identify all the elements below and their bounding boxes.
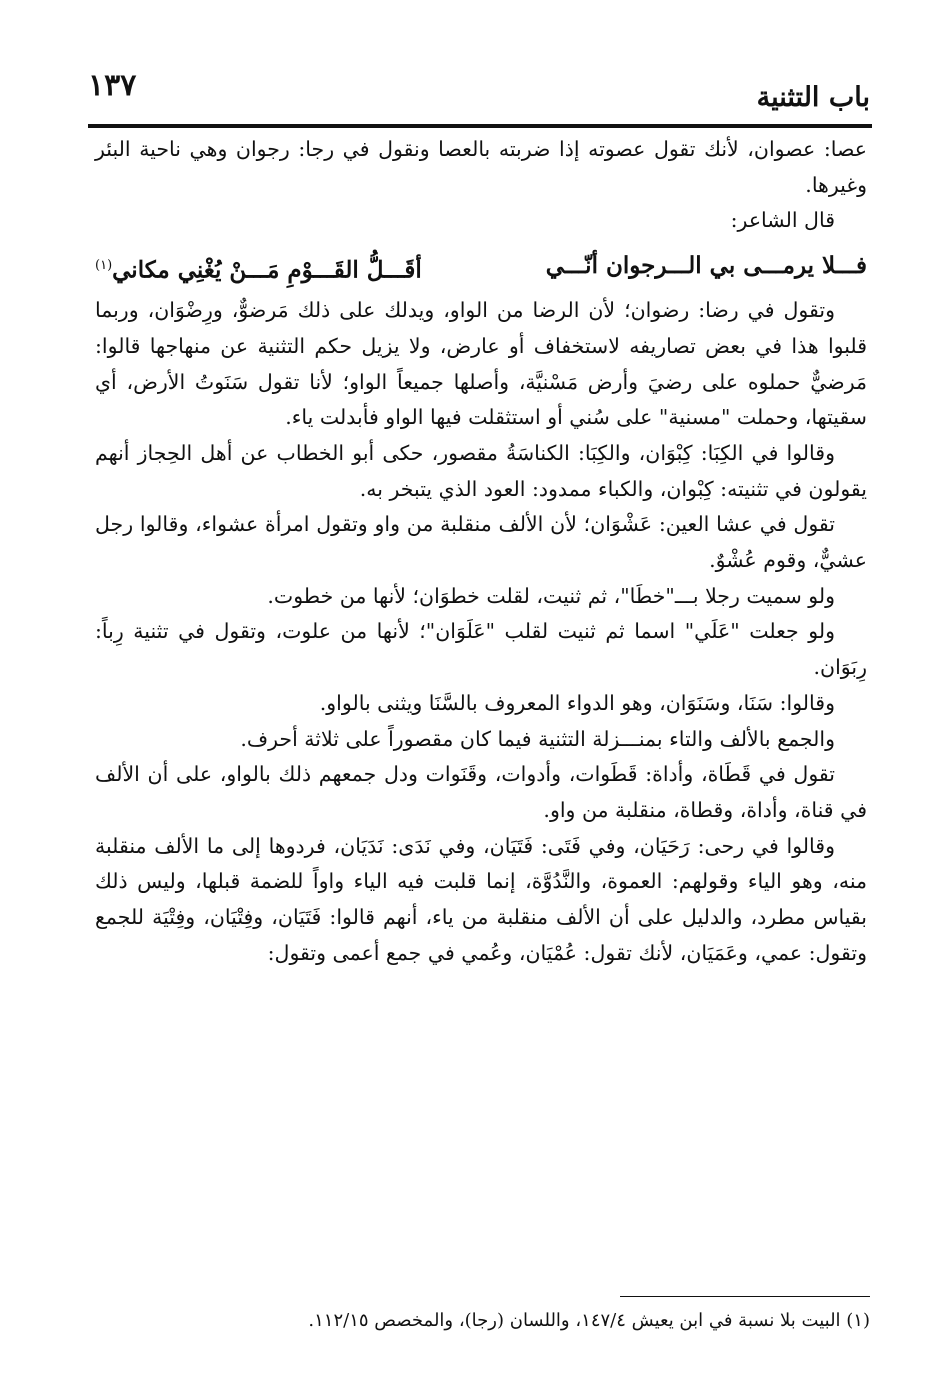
- footnote: (١) البيت بلا نسبة في ابن يعيش ١٤٧/٤، واللسان (رجا)، والمخصص ١١٢/١٥.: [308, 1310, 870, 1331]
- verse-second-hemistich-text: أقَـــلُّ القَـــوْمِ مَـــنْ يُغْنِي مكاني: [112, 256, 422, 284]
- paragraph: تقول في قَطَاة، وأداة: قَطَوات، وأدوات، وقَنَوات ودل جمعهم ذلك بالواو، على أن الألف في قناة، وأداة، وقطاة، منقلبة من واو.: [95, 762, 867, 822]
- footnote-rule: [620, 1296, 870, 1297]
- paragraph: وقالوا: سَنَا، وسَنَوَان، وهو الدواء المعروف بالسَّنَا ويثنى بالواو.: [319, 690, 835, 715]
- body-text: [95, 132, 867, 971]
- footnote-mark: (١): [95, 258, 113, 274]
- paragraph: وقالوا في الكِبَا: كِبْوَان، والكِبَا: الكناسَةُ مقصور، حكى أبو الخطاب عن أهل الحِجاز أنهم يقولون في تثنيته: كِبْوان، والكباء ممدود: العود الذي يتبخر به.: [95, 440, 867, 501]
- paragraph: تقول في عشا العين: عَشْوَان؛ لأن الألف منقلبة من واو وتقول امرأة عشواء، وقالوا رجل عشيٌّ، وقوم عُشْوٌ.: [95, 512, 867, 573]
- paragraph: قال الشاعر:: [730, 208, 835, 233]
- verse-first-hemistich: فـــلا يرمـــى بي الـــرجوان أنّـــي: [545, 252, 867, 280]
- paragraph: عصا: عصوان، لأنك تقول عصوته إذا ضربته بالعصا ونقول في رجا: رجوان وهي ناحية البئر وغيرها.: [95, 137, 867, 197]
- paragraph: ولو جعلت "عَلَي" اسما ثم ثنيت لقلب "عَلَوَان"؛ لأنها من علوت، وتقول في تثنية رِباً: رِبَوَان.: [95, 619, 867, 680]
- paragraph: والجمع بالألف والتاء بمنـــزلة التثنية فيما كان مقصوراً على ثلاثة أحرف.: [240, 726, 835, 751]
- verse-second-hemistich: [95, 243, 422, 289]
- header-rule: [88, 124, 872, 128]
- running-title: باب التثنية: [756, 82, 870, 113]
- page-header: [88, 64, 870, 126]
- paragraph: ولو سميت رجلا بـــ"خطَا"، ثم ثنيت، لقلت خطوَان؛ لأنها من خطوت.: [267, 583, 835, 608]
- paragraph: وقالوا في رحى: رَحَيَان، وفي فَتَى: فَتَيَان، وفي نَدَى: نَدَيَان، فردوها إلى ما الألف منقلبة منه، وهو الياء وقولهم: العموة، والنَّدُوَّة، إنما قلبت فيه الياء واواً للضمة قبلها، وليس ذلك بقياس مطرد، والدليل على أن الألف منقلبة من ياء، أنهم قالوا: فَتَيَان، وفِتْيَان، وفِتْيَة للجمع وتقول: عمي، وعَمَيَان، لأنك تقول: عُمْيَان، وعُمي في جمع أعمى وتقول:: [95, 833, 867, 965]
- poetry-verse: [95, 243, 867, 289]
- paragraph: وتقول في رضا: رضوان؛ لأن الرضا من الواو، ويدلك على ذلك مَرضوٌّ، ورِضْوَان، وربما قلبوا هذا في بعض تصاريفه لاستخفاف أو عارض، ولا يزيل حكم التثنية عن منهاجها قالوا: مَرضيٌّ حملوه على رضيَ وأرض مَسْنيَّة، وأصلها جميعاً الواو؛ لأنا تقول سَنَوتُ الأرض، أي سقيتها، وحملت "مسنية" على سُني أو استثقلت فيها الواو فأبدلت ياء.: [95, 298, 867, 430]
- page-number: ١٣٧: [88, 68, 137, 103]
